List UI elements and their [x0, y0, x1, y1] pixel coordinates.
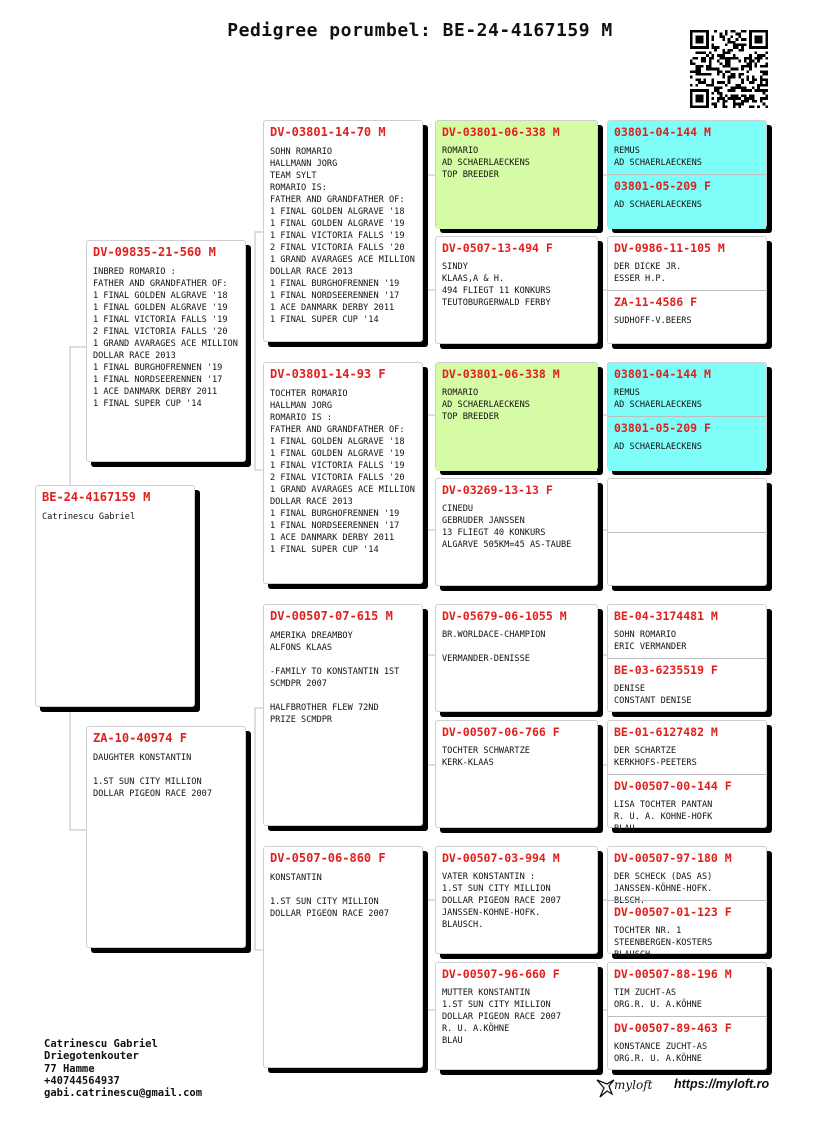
- pigeon-info-line: ORG.R. U. A.KÖHNE: [614, 1054, 702, 1064]
- pigeon-info-line: GEBRUDER JANSSEN: [442, 516, 525, 526]
- pigeon-info-line: 13 FLIEGT 40 KONKURS: [442, 528, 546, 538]
- ring-number: DV-0986-11-105 M: [614, 241, 725, 255]
- pigeon-info-line: BLAUSCH.: [614, 950, 656, 960]
- pigeon-entry-g10: [608, 658, 766, 713]
- pigeon-info-line: 1 FINAL GOLDEN ALGRAVE '18: [93, 291, 228, 301]
- ring-number: DV-05679-06-1055 M: [442, 609, 567, 623]
- pigeon-info-line: DOLLAR PIGEON RACE 2007: [270, 909, 389, 919]
- pigeon-info-line: AD SCHAERLAECKENS: [614, 442, 702, 452]
- empty-pigeon-entry: [608, 479, 766, 532]
- ring-number: DV-03269-13-13 F: [442, 483, 553, 497]
- pigeon-info-line: 1 FINAL GOLDEN ALGRAVE '18: [270, 207, 405, 217]
- pigeon-info-line: BLAU: [614, 824, 635, 834]
- pigeon-entry-g5: [608, 363, 766, 416]
- pigeon-info-line: SOHN ROMARIO: [614, 630, 677, 640]
- ring-number: DV-00507-88-196 M: [614, 967, 732, 981]
- pigeon-info-line: 494 FLIEGT 11 KONKURS: [442, 286, 551, 296]
- pigeon-entry-dd: [264, 847, 422, 1069]
- pedigree-card: [35, 485, 195, 707]
- pigeon-info-line: SINDY: [442, 262, 468, 272]
- pigeon-info-line: KERK-KLAAS: [442, 758, 494, 768]
- pigeon-info-line: 1 FINAL NORDSEERENNEN '17: [270, 521, 400, 531]
- pigeon-info-line: ROMARIO: [442, 388, 479, 398]
- pigeon-entry-ds: [264, 605, 422, 827]
- ring-number: BE-03-6235519 F: [614, 663, 718, 677]
- ring-number: BE-04-3174481 M: [614, 609, 718, 623]
- pedigree-card: [607, 720, 767, 834]
- pigeon-info-line: CONSTANT DENISE: [614, 696, 692, 706]
- pigeon-entry-dsd: [436, 721, 597, 829]
- pigeon-info-line: 2 FINAL VICTORIA FALLS '20: [270, 243, 405, 253]
- pigeon-info-line: ROMARIO IS:: [270, 183, 327, 193]
- pigeon-info-line: 1 ACE DANMARK DERBY 2011: [93, 387, 218, 397]
- pigeon-info-line: [270, 884, 416, 896]
- ring-number: 03801-04-144 M: [614, 367, 711, 381]
- pigeon-info-line: SCMDPR 2007: [270, 679, 327, 689]
- pigeon-info-line: 1 ACE DANMARK DERBY 2011: [270, 533, 395, 543]
- ring-number: DV-03801-06-338 M: [442, 125, 560, 139]
- pigeon-info-line: 1 FINAL VICTORIA FALLS '19: [270, 231, 405, 241]
- pigeon-info-line: SOHN ROMARIO: [270, 147, 333, 157]
- pigeon-info-line: ROMARIO: [442, 146, 479, 156]
- pigeon-info-line: 1 GRAND AVARAGES ACE MILLION: [270, 255, 415, 265]
- pigeon-info-line: 1 FINAL NORDSEERENNEN '17: [270, 291, 400, 301]
- pigeon-info-line: VATER KONSTANTIN :: [442, 872, 536, 882]
- pedigree-card: [607, 120, 767, 228]
- pigeon-info-line: ALGARVE 505KM=45 AS-TAUBE: [442, 540, 572, 550]
- ring-number: 03801-05-209 F: [614, 179, 711, 193]
- pigeon-info-line: 1.ST SUN CITY MILLION: [442, 884, 551, 894]
- pigeon-info-line: DAUGHTER KONSTANTIN: [93, 753, 192, 763]
- ring-number: 03801-05-209 F: [614, 421, 711, 435]
- pigeon-info-line: 1.ST SUN CITY MILLION: [93, 777, 202, 787]
- pigeon-entry-g1: [608, 121, 766, 174]
- pigeon-entry-g9: [608, 605, 766, 658]
- pigeon-info-line: ROMARIO IS :: [270, 413, 333, 423]
- pigeon-info-line: TEUTOBURGERWALD FERBY: [442, 298, 551, 308]
- pigeon-info-line: 1 FINAL SUPER CUP '14: [270, 315, 379, 325]
- ring-number: ZA-10-40974 F: [93, 731, 187, 745]
- pedigree-card: [607, 362, 767, 470]
- ring-number: DV-09835-21-560 M: [93, 245, 216, 259]
- pigeon-info-line: JANSSEN-KÖHNE-HOFK.: [614, 884, 713, 894]
- pigeon-info-line: DOLLAR PIGEON RACE 2007: [93, 789, 212, 799]
- owner-contact: [44, 1038, 202, 1099]
- pigeon-info-line: DER DICKE JR.: [614, 262, 682, 272]
- pedigree-card: [607, 962, 767, 1070]
- pigeon-info-line: ERIC VERMANDER: [614, 642, 687, 652]
- ring-number: DV-03801-06-338 M: [442, 367, 560, 381]
- pedigree-card: [435, 478, 598, 586]
- pigeon-info-line: PRIZE SCMDPR: [270, 715, 333, 725]
- pigeon-info-line: CINEDU: [442, 504, 474, 514]
- ring-number: DV-00507-03-994 M: [442, 851, 560, 865]
- pigeon-info-line: 1 FINAL SUPER CUP '14: [270, 545, 379, 555]
- pigeon-info-line: STEENBERGEN-KOSTERS: [614, 938, 713, 948]
- ring-number: DV-0507-06-860 F: [270, 851, 386, 865]
- ring-number: DV-00507-96-660 F: [442, 967, 560, 981]
- pigeon-info-line: 1 FINAL BURGHOFRENNEN '19: [270, 279, 400, 289]
- pigeon-entry-g13: [608, 847, 766, 906]
- pigeon-info-line: LISA TOCHTER PANTAN: [614, 800, 713, 810]
- pedigree-card: [607, 846, 767, 960]
- pigeon-info-line: FATHER AND GRANDFATHER OF:: [270, 425, 405, 435]
- pigeon-info-line: TOP BREEDER: [442, 412, 499, 422]
- pigeon-info-line: BLSCH.: [614, 896, 646, 906]
- pigeon-entry-g3: [608, 237, 766, 290]
- ring-number: ZA-11-4586 F: [614, 295, 698, 309]
- pigeon-info-line: 1 FINAL BURGHOFRENNEN '19: [93, 363, 223, 373]
- pigeon-info-line: Catrinescu Gabriel: [42, 512, 136, 522]
- pigeon-info-line: 1 FINAL BURGHOFRENNEN '19: [270, 509, 400, 519]
- pedigree-card: [435, 720, 598, 828]
- pigeon-entry-sds: [436, 363, 597, 471]
- pigeon-info-line: DER SCHARTZE: [614, 746, 677, 756]
- owner-name: Catrinescu Gabriel: [44, 1038, 158, 1050]
- pigeon-entry-sss: [436, 121, 597, 229]
- ring-number: BE-01-6127482 M: [614, 725, 718, 739]
- pigeon-info-line: 1 FINAL NORDSEERENNEN '17: [93, 375, 223, 385]
- pedigree-card: [263, 120, 423, 342]
- pigeon-info-line: -FAMILY TO KONSTANTIN 1ST: [270, 667, 400, 677]
- pigeon-info-line: 1 FINAL VICTORIA FALLS '19: [93, 315, 228, 325]
- pigeon-info-line: AD SCHAERLAECKENS: [614, 158, 702, 168]
- pigeon-info-line: [93, 764, 239, 776]
- pedigree-card: [263, 362, 423, 584]
- pigeon-info-line: REMUS: [614, 146, 640, 156]
- pigeon-info-line: 1 FINAL GOLDEN ALGRAVE '18: [270, 437, 405, 447]
- ring-number: DV-00507-01-123 F: [614, 905, 732, 919]
- pigeon-info-line: DOLLAR RACE 2013: [270, 497, 353, 507]
- pigeon-info-line: INBRED ROMARIO :: [93, 267, 176, 277]
- pedigree-card: [86, 726, 246, 948]
- pigeon-info-line: VERMANDER-DENISSE: [442, 654, 530, 664]
- pigeon-info-line: KLAAS,A & H.: [442, 274, 505, 284]
- pigeon-entry-g11: [608, 721, 766, 774]
- pigeon-info-line: ESSER H.P.: [614, 274, 666, 284]
- pigeon-info-line: DOLLAR RACE 2013: [270, 267, 353, 277]
- pigeon-info-line: 2 FINAL VICTORIA FALLS '20: [93, 327, 228, 337]
- pigeon-info-line: HALLMAN JORG: [270, 401, 333, 411]
- pigeon-info-line: MUTTER KONSTANTIN: [442, 988, 530, 998]
- pigeon-info-line: TOCHTER ROMARIO: [270, 389, 348, 399]
- pigeon-info-line: 1.ST SUN CITY MILLION: [442, 1000, 551, 1010]
- ring-number: DV-00507-00-144 F: [614, 779, 732, 793]
- pigeon-entry-ss: [264, 121, 422, 343]
- pigeon-entry-sd: [264, 363, 422, 585]
- pigeon-info-line: 1 FINAL GOLDEN ALGRAVE '19: [270, 219, 405, 229]
- pigeon-info-line: [270, 654, 416, 666]
- pigeon-entry-dss: [436, 605, 597, 713]
- pigeon-info-line: 1 FINAL GOLDEN ALGRAVE '19: [93, 303, 228, 313]
- pigeon-info-line: JANSSEN-KOHNE-HOFK.: [442, 908, 541, 918]
- pigeon-info-line: [270, 690, 416, 702]
- pigeon-entry-ddd: [436, 963, 597, 1071]
- owner-city: 77 Hamme: [44, 1062, 95, 1075]
- pigeon-entry-g14: [608, 900, 766, 960]
- pigeon-info-line: SUDHOFF-V.BEERS: [614, 316, 692, 326]
- pigeon-entry-dds: [436, 847, 597, 955]
- pigeon-info-line: REMUS: [614, 388, 640, 398]
- ring-number: DV-00507-89-463 F: [614, 1021, 732, 1035]
- pedigree-card: [435, 846, 598, 954]
- ring-number: DV-00507-07-615 M: [270, 609, 393, 623]
- myloft-logo-text: myloft: [614, 1078, 653, 1092]
- pigeon-info-line: FATHER AND GRANDFATHER OF:: [270, 195, 405, 205]
- pigeon-info-line: ALFONS KLAAS: [270, 643, 333, 653]
- pedigree-card: [607, 236, 767, 344]
- pigeon-info-line: [442, 641, 591, 653]
- pigeon-info-line: TIM ZUCHT-AS: [614, 988, 677, 998]
- website-link[interactable]: https://myloft.ro: [674, 1077, 770, 1091]
- pedigree-card: [435, 962, 598, 1070]
- pigeon-info-line: KONSTANCE ZUCHT-AS: [614, 1042, 708, 1052]
- pigeon-info-line: KERKHOFS-PEETERS: [614, 758, 697, 768]
- pigeon-info-line: 1.ST SUN CITY MILLION: [270, 897, 379, 907]
- pedigree-card: [435, 236, 598, 344]
- pigeon-info-line: AD SCHAERLAECKENS: [442, 400, 530, 410]
- pigeon-info-line: 2 FINAL VICTORIA FALLS '20: [270, 473, 405, 483]
- pedigree-card: [86, 240, 246, 462]
- pigeon-info-line: HALFBROTHER FLEW 72ND: [270, 703, 379, 713]
- pigeon-entry-ssd: [436, 237, 597, 345]
- ring-number: DV-03801-14-93 F: [270, 367, 386, 381]
- owner-phone: +40744564937: [44, 1074, 120, 1087]
- pigeon-info-line: DOLLAR PIGEON RACE 2007: [442, 1012, 561, 1022]
- pigeon-info-line: BR.WORLDACE-CHAMPION: [442, 630, 546, 640]
- pigeon-info-line: AMERIKA DREAMBOY: [270, 631, 353, 641]
- pigeon-info-line: AD SCHAERLAECKENS: [614, 200, 702, 210]
- owner-street: Driegotenkouter: [44, 1050, 139, 1063]
- pigeon-entry-sdd: [436, 479, 597, 587]
- pigeon-info-line: TOCHTER SCHWARTZE: [442, 746, 530, 756]
- pigeon-entry-g12: [608, 774, 766, 834]
- ring-number: DV-00507-06-766 F: [442, 725, 560, 739]
- owner-email: gabi.catrinescu@gmail.com: [44, 1087, 203, 1100]
- pigeon-entry-sire: [87, 241, 245, 463]
- ring-number: 03801-04-144 M: [614, 125, 711, 139]
- empty-pigeon-entry: [608, 532, 766, 587]
- pigeon-entry-dam: [87, 727, 245, 949]
- pigeon-info-line: 1 GRAND AVARAGES ACE MILLION: [270, 485, 415, 495]
- pigeon-info-line: DENISE: [614, 684, 646, 694]
- pigeon-info-line: KONSTANTIN: [270, 873, 322, 883]
- pedigree-card: [435, 604, 598, 712]
- pigeon-info-line: 1 FINAL SUPER CUP '14: [93, 399, 202, 409]
- pigeon-info-line: 1 FINAL GOLDEN ALGRAVE '19: [270, 449, 405, 459]
- ring-number: DV-0507-13-494 F: [442, 241, 553, 255]
- pigeon-info-line: 1 ACE DANMARK DERBY 2011: [270, 303, 395, 313]
- pigeon-info-line: TEAM SYLT: [270, 171, 317, 181]
- pedigree-card: [607, 478, 767, 586]
- pedigree-card: [435, 362, 598, 470]
- pedigree-card: [263, 846, 423, 1068]
- pigeon-info-line: R. U. A.KÖHNE: [442, 1024, 510, 1034]
- pigeon-info-line: ORG.R. U. A.KÖHNE: [614, 1000, 702, 1010]
- pigeon-entry-subject: [36, 486, 194, 708]
- pigeon-entry-g16: [608, 1016, 766, 1071]
- pedigree-card: [263, 604, 423, 826]
- pigeon-entry-g6: [608, 416, 766, 471]
- ring-number: DV-00507-97-180 M: [614, 851, 732, 865]
- page-title: Pedigree porumbel: BE-24-4167159 M: [227, 20, 613, 41]
- pigeon-info-line: DOLLAR PIGEON RACE 2007: [442, 896, 561, 906]
- pigeon-info-line: DER SCHECK (DAS AS): [614, 872, 713, 882]
- pigeon-info-line: TOCHTER NR. 1: [614, 926, 682, 936]
- pigeon-info-line: 1 GRAND AVARAGES ACE MILLION: [93, 339, 238, 349]
- pigeon-info-line: BLAU: [442, 1036, 463, 1046]
- pigeon-info-line: 1 FINAL VICTORIA FALLS '19: [270, 461, 405, 471]
- pigeon-info-line: AD SCHAERLAECKENS: [442, 158, 530, 168]
- ring-number: DV-03801-14-70 M: [270, 125, 386, 139]
- pedigree-card: [435, 120, 598, 228]
- pigeon-info-line: FATHER AND GRANDFATHER OF:: [93, 279, 228, 289]
- ring-number: BE-24-4167159 M: [42, 490, 151, 504]
- pigeon-entry-g4: [608, 290, 766, 345]
- pigeon-info-line: HALLMANN JORG: [270, 159, 338, 169]
- pigeon-info-line: DOLLAR RACE 2013: [93, 351, 176, 361]
- pigeon-entry-g2: [608, 174, 766, 229]
- pigeon-info-line: AD SCHAERLAECKENS: [614, 400, 702, 410]
- pigeon-info-line: BLAUSCH.: [442, 920, 484, 930]
- pigeon-info-line: TOP BREEDER: [442, 170, 499, 180]
- pigeon-info-line: R. U. A. KOHNE-HOFK: [614, 812, 713, 822]
- pigeon-entry-g15: [608, 963, 766, 1016]
- pedigree-card: [607, 604, 767, 712]
